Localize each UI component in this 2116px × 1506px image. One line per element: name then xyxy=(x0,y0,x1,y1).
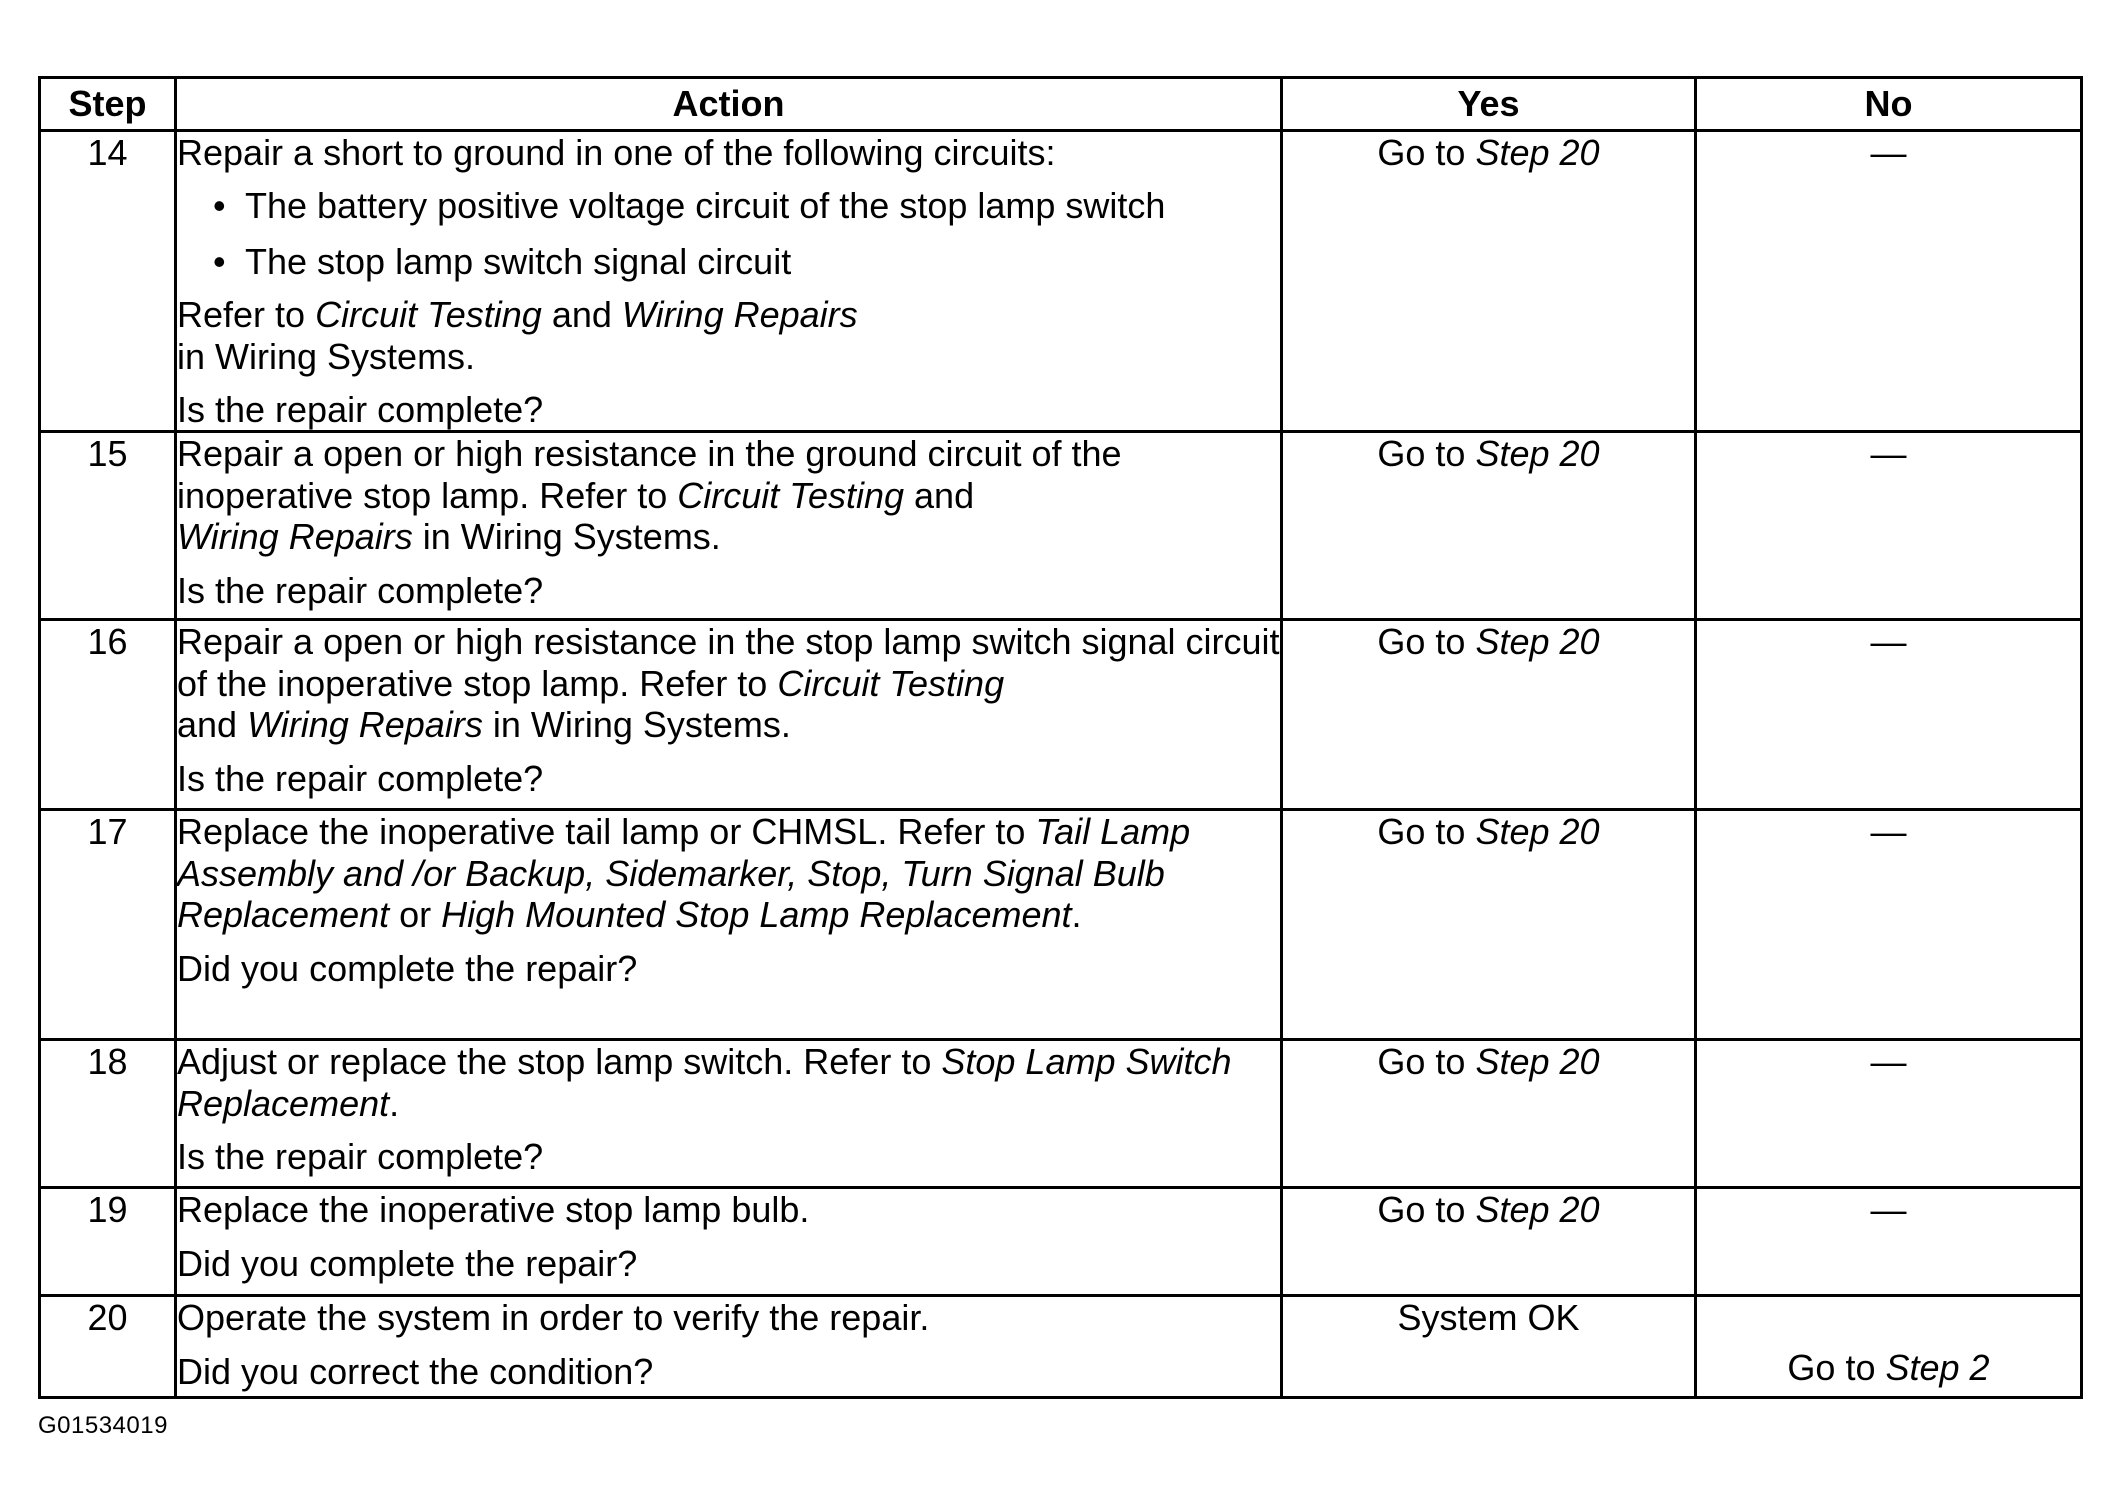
action-text xyxy=(177,811,1280,935)
yes-prefix: Go to xyxy=(1377,811,1476,853)
action-text-part: in Wiring Systems. xyxy=(412,516,721,558)
no-cell xyxy=(1696,432,2082,620)
yes-step-link: Step 20 xyxy=(1475,1041,1600,1083)
action-cell xyxy=(176,1040,1282,1188)
diagnostic-document xyxy=(38,76,2080,1399)
table-row-step-16 xyxy=(40,620,2082,810)
action-cell xyxy=(176,1188,1282,1296)
action-cell xyxy=(176,620,1282,810)
no-cell xyxy=(1696,131,2082,432)
yes-cell xyxy=(1282,1040,1696,1188)
action-reference xyxy=(177,294,1280,377)
reference-and: and xyxy=(541,294,622,336)
header-row xyxy=(40,78,2082,131)
action-text-part: Repair a open or high resistance in the ground circuit of the inoperative stop lamp. Refer to xyxy=(177,433,1122,516)
yes-prefix: Go to xyxy=(1377,621,1476,663)
action-question: Did you correct the condition? xyxy=(177,1350,654,1392)
step-number: 19 xyxy=(40,1188,176,1296)
step-number: 16 xyxy=(40,620,176,810)
action-cell xyxy=(176,810,1282,1040)
no-dash: — xyxy=(1870,811,1907,853)
action-text-part: . xyxy=(389,1082,400,1124)
action-text xyxy=(177,1041,1280,1124)
reference-wiring-repairs: Wiring Repairs xyxy=(621,294,858,336)
action-cell xyxy=(176,1296,1282,1398)
action-text: Operate the system in order to verify the repair. xyxy=(177,1297,930,1339)
action-question: Is the repair complete? xyxy=(177,1136,544,1178)
yes-step-link: Step 20 xyxy=(1475,621,1600,663)
action-text-part: and xyxy=(904,474,975,516)
yes-step-link: Step 20 xyxy=(1475,1189,1600,1231)
yes-cell xyxy=(1282,432,1696,620)
yes-step-link: Step 20 xyxy=(1475,132,1600,173)
yes-prefix: Go to xyxy=(1377,132,1476,173)
no-cell xyxy=(1696,1040,2082,1188)
no-cell xyxy=(1696,1188,2082,1296)
header-action: Action xyxy=(176,78,1282,131)
no-step-link: Step 2 xyxy=(1885,1346,1990,1388)
table-row-step-18 xyxy=(40,1040,2082,1188)
reference-wiring-repairs: Wiring Repairs xyxy=(177,516,413,558)
action-text-part: and xyxy=(177,704,248,746)
reference-circuit-testing: Circuit Testing xyxy=(777,662,1005,704)
header-step: Step xyxy=(40,78,176,131)
action-text-part: Replace the inoperative tail lamp or CHMSL. Refer to xyxy=(177,811,1036,853)
action-text xyxy=(177,433,1280,557)
list-item: • The stop lamp switch signal circuit xyxy=(177,241,1280,282)
reference-circuit-testing: Circuit Testing xyxy=(315,294,542,336)
action-question: Is the repair complete? xyxy=(177,757,544,799)
no-dash: — xyxy=(1870,433,1907,475)
table-row-step-20 xyxy=(40,1296,2082,1398)
no-cell xyxy=(1696,1296,2082,1398)
yes-cell xyxy=(1282,1296,1696,1398)
yes-prefix: Go to xyxy=(1377,1041,1476,1083)
action-text-part: in Wiring Systems. xyxy=(482,704,791,746)
reference-wiring-repairs: Wiring Repairs xyxy=(247,704,483,746)
reference-high-mounted-stop-lamp: High Mounted Stop Lamp Replacement xyxy=(441,894,1072,936)
list-item: • The battery positive voltage circuit of the stop lamp switch xyxy=(177,185,1280,226)
action-cell xyxy=(176,131,1282,432)
action-text-part: Repair a open or high resistance in the stop lamp switch signal circuit of the inoperative stop lamp. Refer to xyxy=(177,621,1280,704)
header-yes: Yes xyxy=(1282,78,1696,131)
step-number: 20 xyxy=(40,1296,176,1398)
table-row-step-17 xyxy=(40,810,2082,1040)
yes-step-link: Step 20 xyxy=(1475,433,1600,475)
no-dash: — xyxy=(1870,1041,1907,1083)
action-text-part: Adjust or replace the stop lamp switch. Refer to xyxy=(177,1041,942,1083)
reference-tail-lamp-assembly: Tail Lamp Assembly and /or Backup, Sidemarker, Stop, Turn Signal Bulb Replacement xyxy=(177,811,1191,936)
no-dash: — xyxy=(1870,1189,1907,1231)
yes-prefix: Go to xyxy=(1377,1189,1476,1231)
yes-step-link: Step 20 xyxy=(1475,811,1600,853)
table-row-step-14 xyxy=(40,131,2082,432)
diagnostic-table xyxy=(38,76,2083,1399)
action-question: Did you complete the repair? xyxy=(177,947,638,989)
no-dash: — xyxy=(1870,621,1907,663)
step-number: 15 xyxy=(40,432,176,620)
action-question: Is the repair complete? xyxy=(177,388,544,430)
yes-cell xyxy=(1282,1188,1696,1296)
action-text: Replace the inoperative stop lamp bulb. xyxy=(177,1189,810,1231)
reference-stop-lamp-switch: Stop Lamp Switch Replacement xyxy=(177,1041,1232,1124)
step-number: 17 xyxy=(40,810,176,1040)
step-number: 18 xyxy=(40,1040,176,1188)
figure-id: G01534019 xyxy=(38,1412,168,1439)
action-text-part: or xyxy=(389,894,442,936)
action-cell xyxy=(176,432,1282,620)
yes-system-ok: System OK xyxy=(1397,1297,1580,1339)
action-question: Is the repair complete? xyxy=(177,569,544,611)
reference-circuit-testing: Circuit Testing xyxy=(677,474,905,516)
yes-prefix: Go to xyxy=(1377,433,1476,475)
table-row-step-15 xyxy=(40,432,2082,620)
action-intro: Repair a short to ground in one of the following circuits: xyxy=(177,132,1056,173)
no-cell xyxy=(1696,810,2082,1040)
table-row-step-19 xyxy=(40,1188,2082,1296)
step-number: 14 xyxy=(40,131,176,432)
yes-cell xyxy=(1282,131,1696,432)
no-cell xyxy=(1696,620,2082,810)
reference-prefix: Refer to xyxy=(177,294,316,336)
header-no: No xyxy=(1696,78,2082,131)
action-question: Did you complete the repair? xyxy=(177,1242,638,1284)
circuit-list xyxy=(177,185,1280,282)
yes-cell xyxy=(1282,810,1696,1040)
action-text-part: . xyxy=(1071,894,1082,936)
yes-cell xyxy=(1282,620,1696,810)
no-dash: — xyxy=(1870,132,1907,173)
action-text xyxy=(177,621,1280,745)
reference-suffix: in Wiring Systems. xyxy=(177,335,476,377)
no-prefix: Go to xyxy=(1787,1346,1886,1388)
